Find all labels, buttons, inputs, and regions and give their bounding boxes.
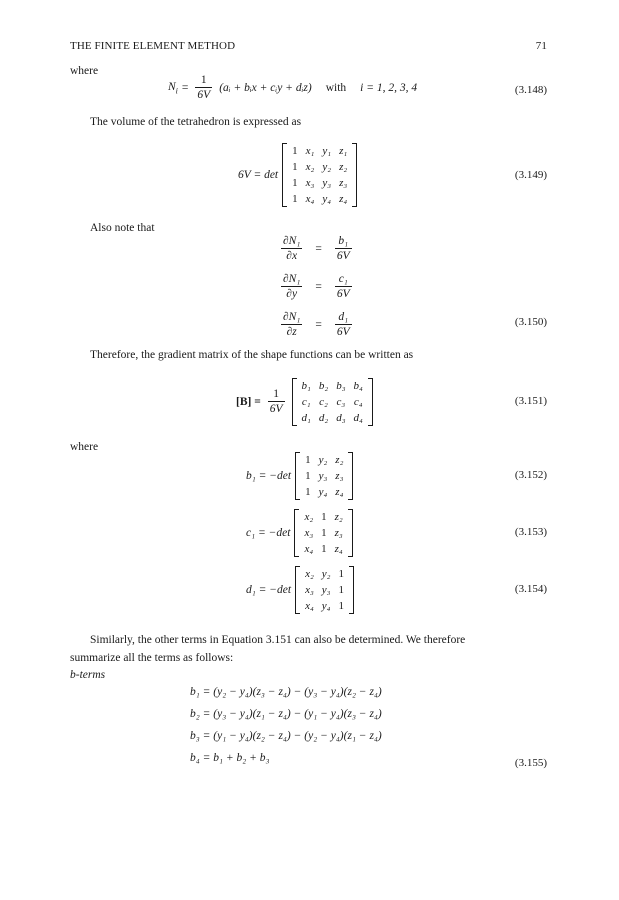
eq153-matrix-row — [300, 541, 346, 557]
eq151-fraction: $\frac{1}{6V}$ — [269, 388, 283, 415]
eq154-matrix-cell: x₄ — [305, 600, 314, 612]
eq152-matrix-cell: 1 — [305, 470, 311, 482]
eq151-matrix-row — [298, 378, 367, 394]
eq154-matrix-cell: y₃ — [321, 584, 331, 596]
eq151-matrix-cell: b₃ — [336, 380, 346, 392]
eq148-lhs: $N_i$ — [168, 80, 178, 96]
eq149-matrix-cell: x₁ — [305, 145, 315, 157]
eq154-matrix-cell: 1 — [338, 568, 345, 580]
eq154-matrix-cell: 1 — [338, 584, 345, 596]
eq149-matrix-cell: z₃ — [339, 177, 348, 189]
eq151-matrix-row — [298, 410, 367, 426]
eq153-matrix-cell: 1 — [321, 527, 327, 539]
eq153-matrix-cell: z₄ — [334, 543, 343, 555]
eq152-matrix-cell: y₄ — [318, 486, 328, 498]
eq149-matrix-cell: y₃ — [322, 177, 332, 189]
eq151-matrix — [292, 378, 373, 426]
also-note-text: Also note that — [90, 222, 155, 234]
eq152-lhs: b₁ = −det — [246, 470, 292, 482]
page-number: 71 — [535, 40, 547, 52]
eq155-number: (3.155) — [514, 757, 547, 769]
equation-3-154 — [246, 566, 354, 614]
eq149-matrix — [282, 143, 357, 207]
eq149-matrix-cell: y₁ — [322, 145, 332, 157]
eq154-matrix-row — [301, 582, 348, 598]
eq151-matrix-cell: c₂ — [319, 396, 328, 408]
equation-3-151 — [236, 378, 373, 426]
eq149-matrix-row — [288, 175, 351, 191]
eq154-lhs: d₁ = −det — [246, 584, 292, 596]
eq150-row: $\frac{\text{∂N₁}}{\partial y}$ = $\frac{\text{c₁}}{6V}$ — [283, 273, 350, 300]
eq151-matrix-cell: d₄ — [353, 412, 363, 424]
eq151-matrix-cell: c₁ — [301, 396, 311, 408]
eq155-line-3: b₃ = (y₁ − y₄)(z₂ − z₄) − (y₂ − y₄)(z₁ − z₄) — [190, 730, 382, 742]
eq153-matrix-cell: z₃ — [334, 527, 343, 539]
eq153-matrix-cell: x₂ — [304, 511, 314, 523]
eq154-matrix-cell: x₂ — [305, 568, 314, 580]
eq152-matrix-cell: 1 — [305, 486, 311, 498]
eq152-matrix-cell: z₄ — [335, 486, 344, 498]
eq149-matrix-cell: z₂ — [339, 161, 348, 173]
eq151-matrix-cell: d₁ — [301, 412, 311, 424]
eq149-matrix-cell: x₄ — [305, 193, 315, 205]
eq152-matrix-cell: y₃ — [318, 470, 328, 482]
eq153-matrix — [294, 509, 352, 557]
eq151-matrix-cell: c₄ — [353, 396, 363, 408]
eq154-matrix-cell: x₃ — [305, 584, 314, 596]
eq154-number: (3.154) — [514, 583, 547, 595]
eq150-row: $\frac{\text{∂N₁}}{\partial x}$ = $\frac{\text{b₁}}{6V}$ — [283, 235, 350, 262]
eq149-matrix-cell: z₄ — [339, 193, 348, 205]
eq152-matrix-cell: z₂ — [335, 454, 344, 466]
equation-3-155 — [190, 686, 382, 774]
bterms-label: b-terms — [70, 669, 106, 681]
where-label-2: where — [70, 441, 99, 453]
eq154-matrix — [295, 566, 354, 614]
eq149-lhs: 6V = det — [238, 169, 279, 181]
eq153-lhs: c₁ = −det — [246, 527, 291, 539]
equation-3-149 — [238, 143, 357, 207]
eq149-matrix-row — [288, 143, 351, 159]
eq151-number: (3.151) — [514, 395, 547, 407]
eq150-row: $\frac{\text{∂N₁}}{\partial z}$ = $\frac{\text{d₁}}{6V}$ — [283, 311, 350, 338]
equation-3-148 — [168, 74, 417, 102]
eq153-matrix-cell: x₃ — [304, 527, 314, 539]
eq149-matrix-row — [288, 191, 351, 207]
eq153-matrix-row — [300, 509, 346, 525]
eq155-line-1: b₁ = (y₂ − y₄)(z₃ − z₄) − (y₃ − y₄)(z₂ − z₄) — [190, 686, 382, 698]
eq149-matrix-cell: x₂ — [305, 161, 315, 173]
eq151-matrix-cell: b₂ — [318, 380, 329, 392]
eq155-line-2: b₂ = (y₃ − y₄)(z₁ − z₄) − (y₁ − y₄)(z₃ − z₄) — [190, 708, 382, 720]
eq148-equals: = — [181, 82, 189, 94]
eq153-matrix-cell: x₄ — [304, 543, 314, 555]
similarly-line-1: Similarly, the other terms in Equation 3.151 can also be determined. We therefore — [90, 634, 466, 646]
eq149-matrix-cell: y₂ — [322, 161, 332, 173]
eq151-matrix-cell: b₁ — [301, 380, 311, 392]
eq153-matrix-cell: 1 — [321, 511, 327, 523]
where-label-1: where — [70, 65, 99, 77]
eq149-number: (3.149) — [514, 169, 547, 181]
equation-3-153 — [246, 509, 353, 557]
eq151-matrix-cell: b₄ — [353, 380, 363, 392]
eq148-number: (3.148) — [514, 84, 547, 96]
therefore-text: Therefore, the gradient matrix of the shape functions can be written as — [90, 349, 414, 361]
eq154-matrix-cell: 1 — [338, 600, 345, 612]
eq149-matrix-cell: 1 — [292, 177, 298, 189]
eq152-matrix-cell: y₂ — [318, 454, 328, 466]
equation-3-150 — [278, 230, 355, 344]
eq151-matrix-cell: c₃ — [336, 396, 346, 408]
eq151-matrix-row — [298, 394, 367, 410]
volume-text: The volume of the tetrahedron is expressed as — [90, 116, 302, 128]
eq154-matrix-cell: y₄ — [321, 600, 331, 612]
eq150-number: (3.150) — [514, 316, 547, 328]
eq148-with: with — [325, 82, 347, 94]
eq153-matrix-row — [300, 525, 346, 541]
eq149-matrix-cell: z₁ — [339, 145, 348, 157]
eq149-matrix-cell: x₃ — [305, 177, 315, 189]
eq149-matrix-cell: y₄ — [322, 193, 332, 205]
eq149-matrix-cell: 1 — [292, 145, 298, 157]
eq149-matrix-cell: 1 — [292, 193, 298, 205]
eq152-matrix-row — [301, 452, 347, 468]
eq151-lhs: [B] = — [236, 396, 261, 408]
eq148-range: i = 1, 2, 3, 4 — [360, 82, 418, 94]
eq152-matrix-cell: z₃ — [335, 470, 344, 482]
eq153-number: (3.153) — [514, 526, 547, 538]
eq151-matrix-cell: d₂ — [318, 412, 329, 424]
eq149-matrix-cell: 1 — [292, 161, 298, 173]
eq152-number: (3.152) — [514, 469, 547, 481]
eq152-matrix — [295, 452, 353, 500]
running-header: THE FINITE ELEMENT METHOD — [70, 40, 236, 52]
eq148-fraction: $\frac{1}{6V}$ — [197, 74, 211, 101]
eq153-matrix-cell: z₂ — [334, 511, 343, 523]
eq148-rhs: (aᵢ + bᵢx + cᵢy + dᵢz) — [219, 82, 312, 94]
eq153-matrix-cell: 1 — [321, 543, 327, 555]
eq152-matrix-cell: 1 — [305, 454, 311, 466]
eq152-matrix-row — [301, 468, 347, 484]
eq151-matrix-cell: d₃ — [336, 412, 346, 424]
similarly-line-2: summarize all the terms as follows: — [70, 652, 234, 664]
eq149-matrix-row — [288, 159, 351, 175]
eq154-matrix-row — [301, 566, 348, 582]
eq154-matrix-row — [301, 598, 348, 614]
equation-3-152 — [246, 452, 353, 500]
eq152-matrix-row — [301, 484, 347, 500]
eq154-matrix-cell: y₂ — [321, 568, 331, 580]
eq155-line-4: b₄ = b₁ + b₂ + b₃ — [190, 752, 270, 764]
